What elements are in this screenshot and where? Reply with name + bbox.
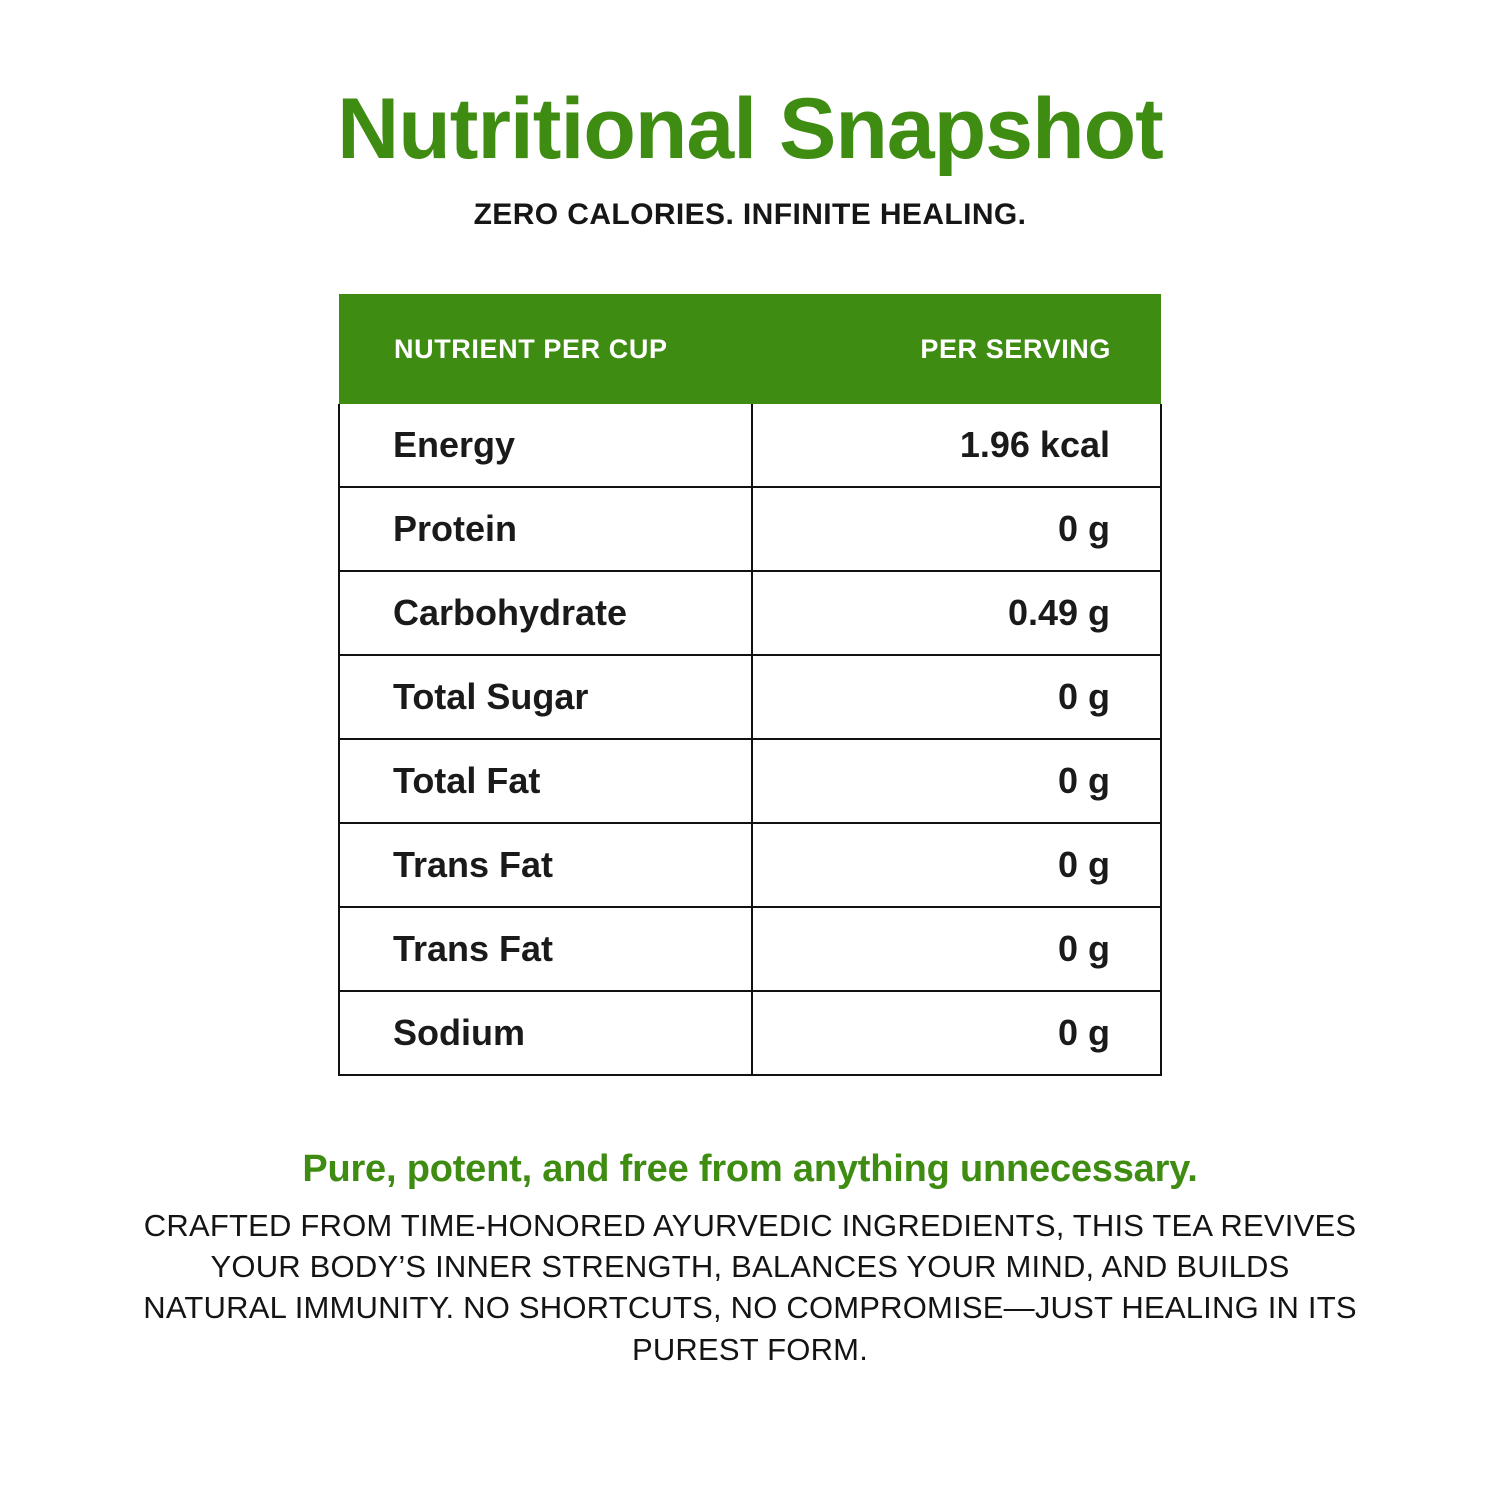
footer-section (135, 1148, 1365, 1370)
nutrition-table (338, 294, 1162, 1076)
column-header-per-serving: PER SERVING (752, 294, 1161, 404)
nutrient-value: 0 g (752, 739, 1161, 823)
table-header-row (339, 294, 1161, 404)
footer-headline: Pure, potent, and free from anything unnecessary. (302, 1148, 1198, 1190)
table-row (339, 571, 1161, 655)
table-row (339, 907, 1161, 991)
nutrient-name: Total Sugar (339, 655, 752, 739)
nutrient-value: 1.96 kcal (752, 404, 1161, 487)
nutrient-value: 0 g (752, 487, 1161, 571)
table-header (339, 294, 1161, 404)
table-row (339, 655, 1161, 739)
nutrient-name: Total Fat (339, 739, 752, 823)
nutrient-name: Trans Fat (339, 823, 752, 907)
nutrient-value: 0 g (752, 907, 1161, 991)
nutrient-name: Trans Fat (339, 907, 752, 991)
nutrition-table-wrapper (338, 294, 1162, 1076)
nutrient-name: Carbohydrate (339, 571, 752, 655)
nutrient-value: 0 g (752, 655, 1161, 739)
nutrient-value: 0.49 g (752, 571, 1161, 655)
nutrient-value: 0 g (752, 991, 1161, 1075)
nutrient-value: 0 g (752, 823, 1161, 907)
nutrient-name: Protein (339, 487, 752, 571)
nutrient-name: Sodium (339, 991, 752, 1075)
table-row (339, 991, 1161, 1075)
footer-description: CRAFTED FROM TIME-HONORED AYURVEDIC INGREDIENTS, THIS TEA REVIVES YOUR BODY’S INNER STRENGTH, BALANCES YOUR MIND, AND BUILDS NATURAL IMMUNITY. NO SHORTCUTS, NO COMPROMISE—JUST HEALING IN ITS PUREST FORM. (143, 1208, 1357, 1367)
table-row (339, 823, 1161, 907)
page-title: Nutritional Snapshot (337, 81, 1163, 177)
table-row (339, 404, 1161, 487)
nutrient-name: Energy (339, 404, 752, 487)
table-row (339, 739, 1161, 823)
column-header-nutrient: NUTRIENT PER CUP (339, 294, 752, 404)
table-row (339, 487, 1161, 571)
page-subtitle: ZERO CALORIES. INFINITE HEALING. (473, 198, 1027, 231)
table-body (339, 404, 1161, 1075)
